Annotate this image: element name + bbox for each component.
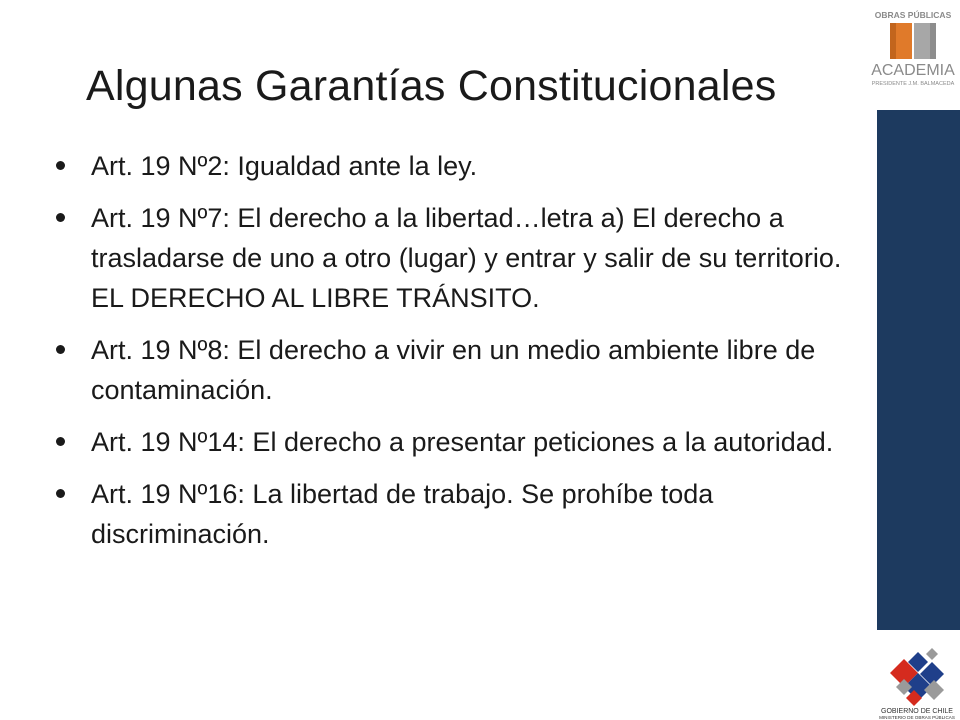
bullet-dot-icon [56,489,65,498]
bullet-dot-icon [56,437,65,446]
academia-logo-top-text: OBRAS PÚBLICAS [874,10,952,20]
bullet-text: Art. 19 Nº14: El derecho a presentar peticiones a la autoridad. [91,427,834,457]
bullet-item [56,330,871,410]
slide-title: Algunas Garantías Constitucionales [86,62,777,110]
bullet-text: Art. 19 Nº16: La libertad de trabajo. Se prohíbe toda discriminación. [91,479,714,549]
bullet-text: Art. 19 Nº2: Igualdad ante la ley. [91,151,478,181]
side-bar [877,110,960,630]
bullet-item [56,422,871,462]
gov-logo [874,640,960,720]
academia-logo [868,6,958,98]
bullet-item [56,198,871,318]
academia-logo-sub-text: PRESIDENTE J.M. BALMACEDA [871,81,955,87]
bullet-item [56,474,871,554]
bullet-list [56,146,871,566]
bullet-item [56,146,871,186]
bullet-text: Art. 19 Nº8: El derecho a vivir en un medio ambiente libre de contaminación. [91,335,816,405]
gov-logo-line1: GOBIERNO DE CHILE [881,708,953,715]
bullet-dot-icon [56,213,65,222]
bullet-dot-icon [56,161,65,170]
academia-logo-main-text: ACADEMIA [871,62,955,79]
gov-logo-mark [890,648,944,706]
bullet-text: Art. 19 Nº7: El derecho a la libertad…letra a) El derecho a trasladarse de uno a otro (lugar) y entrar y salir de su territorio. EL DERECHO AL LIBRE TRÁNSITO. [91,203,842,313]
bullet-dot-icon [56,345,65,354]
gov-logo-line2: MINISTERIO DE OBRAS PÚBLICAS [879,715,955,720]
